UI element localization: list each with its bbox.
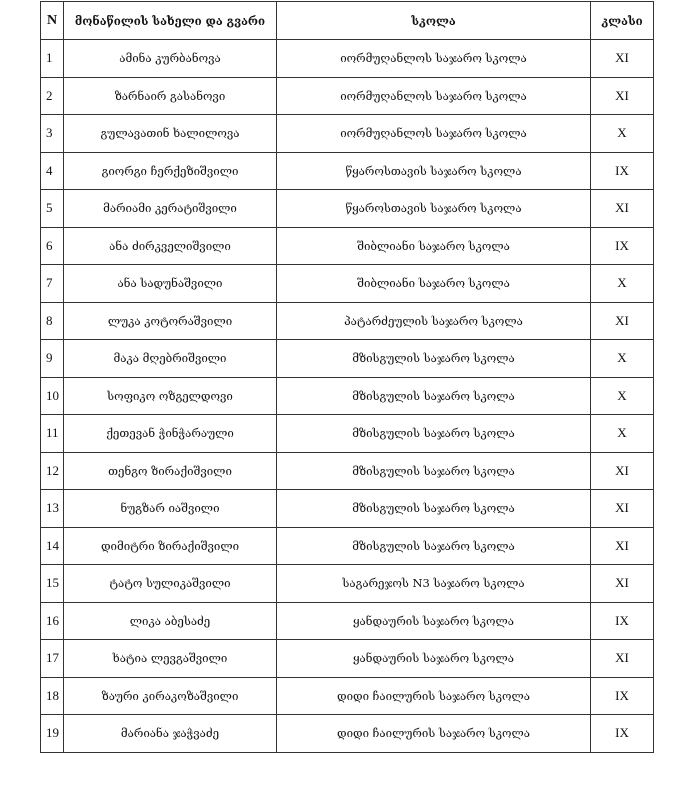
grade-level: IX bbox=[591, 227, 654, 265]
header-school: სკოლა bbox=[277, 2, 591, 40]
row-number: 19 bbox=[41, 715, 64, 753]
row-number: 3 bbox=[41, 115, 64, 153]
header-grade: კლასი bbox=[591, 2, 654, 40]
participant-name: ანა სადუნაშვილი bbox=[64, 265, 277, 303]
participant-name: ტატო სულიკაშვილი bbox=[64, 565, 277, 603]
participant-name: თენგო ზირაქიშვილი bbox=[64, 452, 277, 490]
participant-name: ხატია ლევგაშვილი bbox=[64, 640, 277, 678]
table-row bbox=[41, 490, 654, 528]
row-number: 2 bbox=[41, 77, 64, 115]
table-row bbox=[41, 527, 654, 565]
participant-name: სოფიკო ოზგელდოვი bbox=[64, 377, 277, 415]
participant-name: ანა ძირკველიშვილი bbox=[64, 227, 277, 265]
table-row bbox=[41, 640, 654, 678]
school-name: მზისგულის საჯარო სკოლა bbox=[277, 490, 591, 528]
row-number: 8 bbox=[41, 302, 64, 340]
table-row bbox=[41, 565, 654, 603]
row-number: 5 bbox=[41, 190, 64, 228]
row-number: 1 bbox=[41, 40, 64, 78]
participant-name: ქეთევან ჭინჭარაული bbox=[64, 415, 277, 453]
school-name: მზისგულის საჯარო სკოლა bbox=[277, 377, 591, 415]
row-number: 16 bbox=[41, 602, 64, 640]
table-row bbox=[41, 302, 654, 340]
school-name: იორმუღანლოს საჯარო სკოლა bbox=[277, 115, 591, 153]
school-name: შიბლიანი საჯარო სკოლა bbox=[277, 227, 591, 265]
school-name: ყანდაურის საჯარო სკოლა bbox=[277, 640, 591, 678]
row-number: 6 bbox=[41, 227, 64, 265]
grade-level: XI bbox=[591, 527, 654, 565]
school-name: იორმუღანლოს საჯარო სკოლა bbox=[277, 40, 591, 78]
row-number: 14 bbox=[41, 527, 64, 565]
grade-level: XI bbox=[591, 302, 654, 340]
participant-name: გიორგი ჩერქეზიშვილი bbox=[64, 152, 277, 190]
participant-name: გულავათინ ხალილოვა bbox=[64, 115, 277, 153]
grade-level: IX bbox=[591, 715, 654, 753]
table-row bbox=[41, 40, 654, 78]
table-row bbox=[41, 715, 654, 753]
participants-table bbox=[40, 1, 654, 753]
table-row bbox=[41, 677, 654, 715]
table-row bbox=[41, 452, 654, 490]
participant-name: ლიკა აბესაძე bbox=[64, 602, 277, 640]
participant-name: დიმიტრი ზირაქიშვილი bbox=[64, 527, 277, 565]
table-row bbox=[41, 265, 654, 303]
school-name: მზისგულის საჯარო სკოლა bbox=[277, 340, 591, 378]
grade-level: IX bbox=[591, 152, 654, 190]
school-name: იორმუღანლოს საჯარო სკოლა bbox=[277, 77, 591, 115]
grade-level: XI bbox=[591, 40, 654, 78]
school-name: მზისგულის საჯარო სკოლა bbox=[277, 415, 591, 453]
school-name: მზისგულის საჯარო სკოლა bbox=[277, 527, 591, 565]
grade-level: IX bbox=[591, 602, 654, 640]
table-row bbox=[41, 190, 654, 228]
table-row bbox=[41, 340, 654, 378]
school-name: დიდი ჩაილურის საჯარო სკოლა bbox=[277, 715, 591, 753]
grade-level: IX bbox=[591, 677, 654, 715]
row-number: 4 bbox=[41, 152, 64, 190]
participant-name: ლუკა კოტორაშვილი bbox=[64, 302, 277, 340]
table-row bbox=[41, 227, 654, 265]
row-number: 10 bbox=[41, 377, 64, 415]
grade-level: XI bbox=[591, 190, 654, 228]
row-number: 9 bbox=[41, 340, 64, 378]
participant-name: ზარნაირ გასანოვი bbox=[64, 77, 277, 115]
row-number: 7 bbox=[41, 265, 64, 303]
participant-name: მარიანა ჯაჭვაძე bbox=[64, 715, 277, 753]
school-name: პატარძეულის საჯარო სკოლა bbox=[277, 302, 591, 340]
grade-level: X bbox=[591, 377, 654, 415]
row-number: 15 bbox=[41, 565, 64, 603]
participant-name: ზაური კირაკოზაშვილი bbox=[64, 677, 277, 715]
participant-name: მაკა მღებრიშვილი bbox=[64, 340, 277, 378]
table-row bbox=[41, 77, 654, 115]
school-name: წყაროსთავის საჯარო სკოლა bbox=[277, 152, 591, 190]
grade-level: X bbox=[591, 115, 654, 153]
table-row bbox=[41, 152, 654, 190]
participant-name: ნუგზარ იაშვილი bbox=[64, 490, 277, 528]
table-row bbox=[41, 602, 654, 640]
school-name: შიბლიანი საჯარო სკოლა bbox=[277, 265, 591, 303]
grade-level: XI bbox=[591, 452, 654, 490]
grade-level: XI bbox=[591, 490, 654, 528]
school-name: მზისგულის საჯარო სკოლა bbox=[277, 452, 591, 490]
school-name: წყაროსთავის საჯარო სკოლა bbox=[277, 190, 591, 228]
grade-level: XI bbox=[591, 640, 654, 678]
table-row bbox=[41, 377, 654, 415]
table-row bbox=[41, 415, 654, 453]
grade-level: X bbox=[591, 265, 654, 303]
header-row bbox=[41, 2, 654, 40]
participant-name: მარიამი კერატიშვილი bbox=[64, 190, 277, 228]
grade-level: X bbox=[591, 340, 654, 378]
table-row bbox=[41, 115, 654, 153]
row-number: 12 bbox=[41, 452, 64, 490]
grade-level: XI bbox=[591, 565, 654, 603]
participant-name: ამინა კურბანოვა bbox=[64, 40, 277, 78]
header-name: მონაწილის სახელი და გვარი bbox=[64, 2, 277, 40]
school-name: საგარეჯოს N3 საჯარო სკოლა bbox=[277, 565, 591, 603]
row-number: 17 bbox=[41, 640, 64, 678]
row-number: 11 bbox=[41, 415, 64, 453]
row-number: 18 bbox=[41, 677, 64, 715]
school-name: დიდი ჩაილურის საჯარო სკოლა bbox=[277, 677, 591, 715]
grade-level: X bbox=[591, 415, 654, 453]
school-name: ყანდაურის საჯარო სკოლა bbox=[277, 602, 591, 640]
grade-level: XI bbox=[591, 77, 654, 115]
header-number: N bbox=[41, 2, 64, 40]
row-number: 13 bbox=[41, 490, 64, 528]
